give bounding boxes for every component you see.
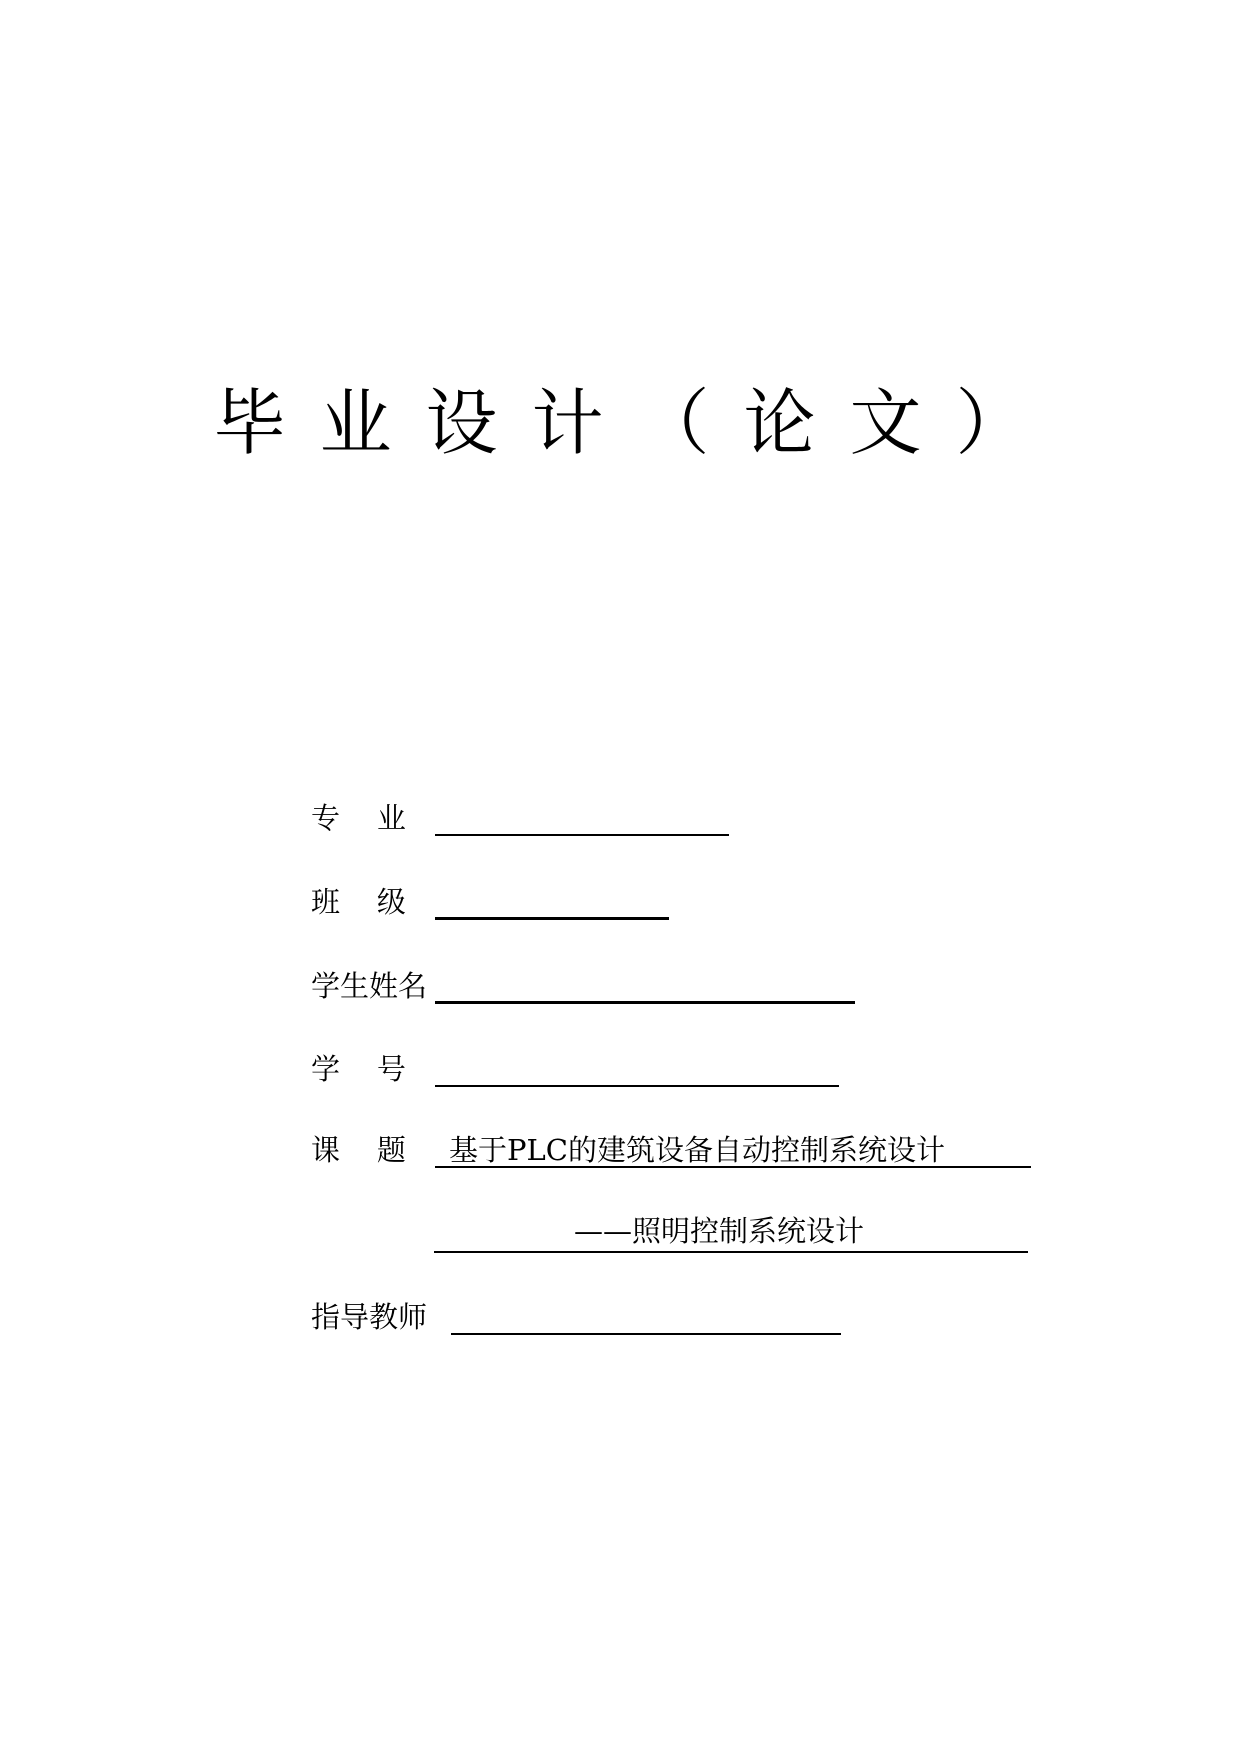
cover-title: 毕业设计（论文）: [213, 381, 1062, 465]
major-label: 专 业: [311, 801, 406, 835]
student-id-blank-line[interactable]: [435, 1049, 839, 1087]
advisor-label: 指导教师: [311, 1300, 428, 1334]
major-blank-line[interactable]: [435, 798, 729, 836]
advisor-field: [311, 1295, 841, 1335]
student-id-label: 学 号: [311, 1052, 406, 1086]
topic-subtitle-line: [434, 1211, 1028, 1253]
advisor-blank-line[interactable]: [451, 1297, 841, 1335]
topic-field: [311, 1128, 1031, 1168]
student-name-blank-line[interactable]: [435, 965, 855, 1004]
topic-value: 基于PLC的建筑设备自动控制系统设计: [435, 1132, 1031, 1168]
class-field: [311, 880, 669, 920]
student-id-field: [311, 1047, 839, 1087]
student-name-field: [311, 964, 855, 1004]
topic-subtitle: ——照明控制系统设计: [574, 1214, 865, 1248]
topic-label: 课 题: [311, 1133, 406, 1167]
student-name-label: 学生姓名: [311, 969, 428, 1003]
class-label: 班 级: [311, 885, 406, 919]
class-blank-line[interactable]: [435, 881, 669, 920]
major-field: [311, 796, 729, 836]
